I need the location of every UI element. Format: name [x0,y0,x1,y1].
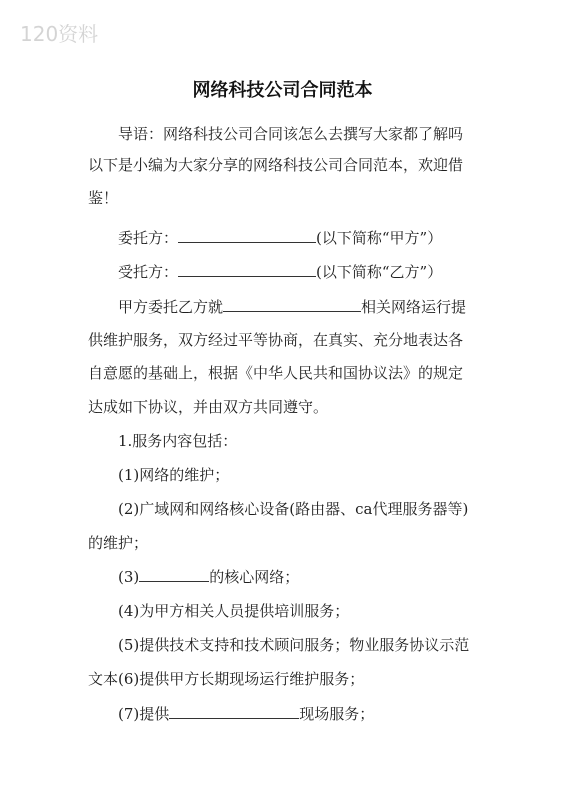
services-heading: 1.服务内容包括： [118,432,238,450]
body-line-1 [118,297,466,317]
service-item-3 [118,567,299,587]
service-item-2: (2)广域网和网络核心设备(路由器、ca代理服务器等) [118,500,469,518]
service-item-2-cont: 的维护； [88,534,149,552]
service-item-3-blank [139,567,209,582]
intro-line-2: 以下是小编为大家分享的网络科技公司合同范本，欢迎借 [88,156,464,174]
service-item-7-blank [169,704,299,719]
service-item-1: (1)网络的维护； [118,466,230,484]
entrusted-party-suffix: (以下简称“乙方”） [316,263,443,281]
body-line-1-end: 相关网络运行提 [361,298,467,316]
body-line-3: 自意愿的基础上，根据《中华人民共和国协议法》的规定 [88,364,464,382]
entrusted-party-label: 受托方： [118,263,179,281]
entrusting-party-blank [178,228,316,243]
body-line-1-blank [223,297,361,312]
entrusting-party-label: 委托方： [118,229,179,247]
entrusted-party-blank [178,262,316,277]
entrusting-party-suffix: (以下简称“甲方”） [316,229,443,247]
entrusted-party-line [118,262,442,282]
entrusting-party-line [118,228,442,248]
service-item-7-suffix: 现场服务； [299,705,375,723]
service-item-5-cont: 文本(6)提供甲方长期现场运行维护服务； [88,670,365,688]
watermark: 120资料 [20,22,99,46]
service-item-7 [118,704,374,724]
service-item-5: (5)提供技术支持和技术顾问服务；物业服务协议示范 [118,636,470,654]
service-item-4: (4)为甲方相关人员提供培训服务； [118,602,350,620]
body-line-2: 供维护服务，双方经过平等协商，在真实、充分地表达各 [88,331,464,349]
intro-line-1: 导语：网络科技公司合同该怎么去撰写大家都了解吗 [118,125,464,143]
body-line-1-start: 甲方委托乙方就 [118,298,224,316]
page-title: 网络科技公司合同范本 [192,80,373,101]
body-line-4: 达成如下协议，并由双方共同遵守。 [88,398,329,416]
service-item-3-prefix: (3) [118,568,140,586]
service-item-3-suffix: 的核心网络； [209,568,300,586]
service-item-7-prefix: (7)提供 [118,705,170,723]
intro-line-3: 鉴！ [88,189,119,207]
